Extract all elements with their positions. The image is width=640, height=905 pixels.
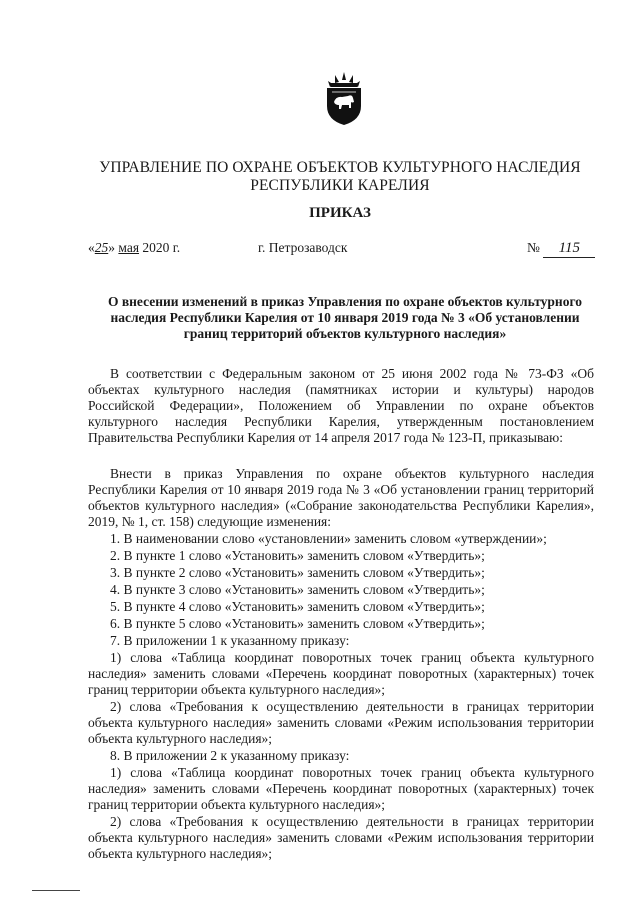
intro-line: 2019, № 1, ст. 158) следующие изменения: bbox=[88, 514, 332, 529]
intro-line: Внести в приказ Управления по охране объектов культурного наследия bbox=[110, 466, 594, 481]
document-meta-row bbox=[0, 240, 640, 262]
list-item: 6. В пункте 5 слово «Установить» заменить словом «Утвердить»; bbox=[110, 616, 485, 631]
list-item: 3. В пункте 2 слово «Установить» заменить словом «Утвердить»; bbox=[110, 565, 485, 580]
list-item: 8. В приложении 2 к указанному приказу: bbox=[110, 748, 350, 763]
subject-line-1: О внесении изменений в приказ Управления по охране объектов культурного bbox=[107, 294, 583, 309]
subject-line-2: наследия Республики Карелия от 10 января 2019 года № 3 «Об установлении bbox=[110, 310, 580, 325]
number-value: 115 bbox=[543, 240, 595, 258]
subitem-line: объекта культурного наследия» заменить словами «Режим использования территории bbox=[88, 715, 594, 730]
intro-line: объектов культурного наследия» («Собрание законодательства Республики Карелия», bbox=[88, 498, 594, 513]
date-day: 25 bbox=[94, 240, 109, 255]
subitem-line: объекта культурного наследия»; bbox=[88, 731, 273, 746]
organization-name-line1: УПРАВЛЕНИЕ ПО ОХРАНЕ ОБЪЕКТОВ КУЛЬТУРНОГО НАСЛЕДИЯ bbox=[99, 159, 581, 176]
preamble-line: Правительства Республики Карелия от 14 апреля 2017 года № 123-П, приказываю: bbox=[88, 430, 564, 445]
subitem-line: 2) слова «Требования к осуществлению деятельности в границах территории bbox=[110, 699, 594, 714]
subject-line-3: границ территорий объектов культурного наследия» bbox=[183, 326, 507, 341]
subitem-line: границ территории объекта культурного наследия»; bbox=[88, 682, 386, 697]
date-quote-close: » bbox=[108, 240, 115, 255]
number-label: № bbox=[527, 240, 540, 255]
subitem-line: наследия» заменить словами «Перечень координат поворотных (характерных) точек bbox=[88, 666, 594, 681]
intro-line: Республики Карелия от 10 января 2019 года № 3 «Об установлении границ территорий bbox=[88, 482, 594, 497]
document-city: г. Петрозаводск bbox=[258, 240, 348, 255]
date-quote-open: « bbox=[88, 240, 95, 255]
subitem-line: 1) слова «Таблица координат поворотных точек границ объекта культурного bbox=[110, 650, 594, 665]
list-item: 2. В пункте 1 слово «Установить» заменить словом «Утвердить»; bbox=[110, 548, 485, 563]
subitem-line: наследия» заменить словами «Перечень координат поворотных (характерных) точек bbox=[88, 781, 594, 796]
subitem-line: 1) слова «Таблица координат поворотных точек границ объекта культурного bbox=[110, 765, 594, 780]
document-date bbox=[88, 240, 180, 256]
list-item: 5. В пункте 4 слово «Установить» заменить словом «Утвердить»; bbox=[110, 599, 485, 614]
preamble-line: объектах культурного наследия (памятниках истории и культуры) народов bbox=[88, 382, 594, 397]
preamble-line: В соответствии с Федеральным законом от 25 июня 2002 года № 73-ФЗ «Об bbox=[110, 366, 594, 381]
preamble-line: культурного наследия Республики Карелия, утвержденным постановлением bbox=[88, 414, 594, 429]
preamble-line: Российской Федерации», Положением об Управлении по охране объектов bbox=[88, 398, 594, 413]
list-item: 1. В наименовании слово «установлении» заменить словом «утверждении»; bbox=[110, 531, 547, 546]
subitem-line: объекта культурного наследия»; bbox=[88, 846, 273, 861]
subitem-line: границ территории объекта культурного наследия»; bbox=[88, 797, 386, 812]
subitem-line: объекта культурного наследия» заменить словами «Режим использования территории bbox=[88, 830, 594, 845]
karelia-coat-of-arms-icon bbox=[322, 72, 366, 126]
document-type-title: ПРИКАЗ bbox=[309, 205, 371, 221]
date-month: мая bbox=[118, 240, 140, 255]
footer-divider bbox=[32, 890, 80, 891]
list-item: 7. В приложении 1 к указанному приказу: bbox=[110, 633, 350, 648]
document-number bbox=[527, 240, 595, 258]
date-year: 2020 г. bbox=[142, 240, 181, 255]
subitem-line: 2) слова «Требования к осуществлению деятельности в границах территории bbox=[110, 814, 594, 829]
organization-name-line2: РЕСПУБЛИКИ КАРЕЛИЯ bbox=[250, 177, 430, 194]
list-item: 4. В пункте 3 слово «Установить» заменить словом «Утвердить»; bbox=[110, 582, 485, 597]
